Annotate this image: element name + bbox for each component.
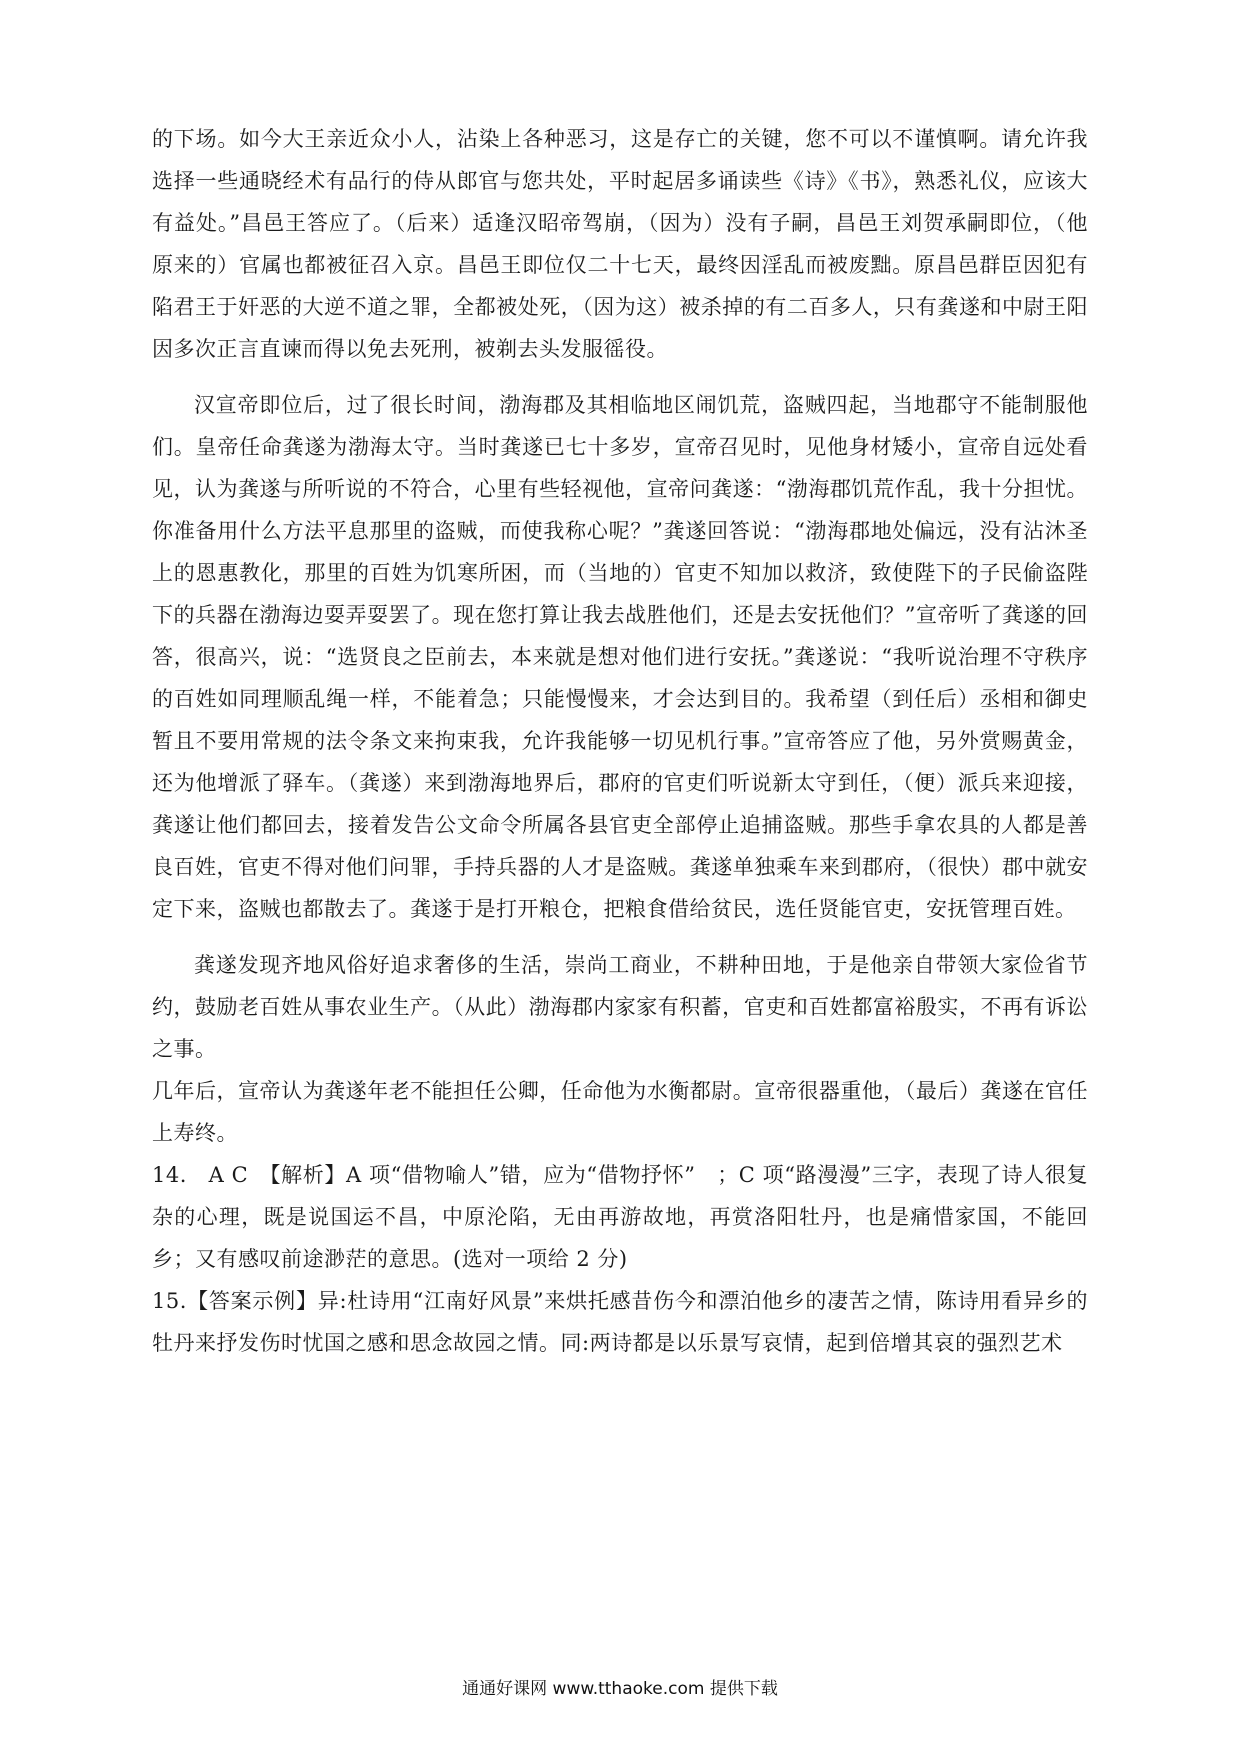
answer-14: 14. A C 【解析】A 项“借物喻人”错，应为“借物抒怀” ；C 项“路漫漫”三字，表现了诗人很复杂的心理，既是说国运不昌，中原沦陷，无由再游故地，再赏洛阳牡丹，也是痛惜家国，不能回乡；又有感叹前途渺茫的意思。(选对一项给 2 分) — [152, 1163, 1088, 1271]
paragraph-changyi-king: 的下场。如今大王亲近众小人，沾染上各种恶习，这是存亡的关键，您不可以不谨慎啊。请允许我选择一些通晓经术有品行的侍从郎官与您共处，平时起居多诵读些《诗》《书》，熟悉礼仪，应该大有益处。”昌邑王答应了。（后来）适逢汉昭帝驾崩，（因为）没有子嗣，昌邑王刘贺承嗣即位，（他原来的）官属也都被征召入京。昌邑王即位仅二十七天，最终因淫乱而被废黜。原昌邑群臣因犯有陷君王于奸恶的大逆不道之罪，全都被处死，（因为这）被杀掉的有二百多人，只有龚遂和中尉王阳因多次正言直谏而得以免去死刑，被剃去头发服徭役。 — [152, 127, 1088, 361]
paragraph-later-years: 几年后，宣帝认为龚遂年老不能担任公卿，任命他为水衡都尉。宣帝很器重他，（最后）龚遂在官任上寿终。 — [152, 1079, 1088, 1145]
document-body — [152, 118, 1088, 1364]
paragraph-qi-customs: 龚遂发现齐地风俗好追求奢侈的生活，崇尚工商业，不耕种田地，于是他亲自带领大家俭省节约，鼓励老百姓从事农业生产。（从此）渤海郡内家家有积蓄，官吏和百姓都富裕殷实，不再有诉讼之事。 — [152, 953, 1088, 1061]
page-footer: 通通好课网 www.tthaoke.com 提供下载 — [462, 1679, 778, 1699]
answer-15: 15.【答案示例】异:杜诗用“江南好风景”来烘托感昔伤今和漂泊他乡的凄苦之情，陈诗用看异乡的牡丹来抒发伤时忧国之感和思念故园之情。同:两诗都是以乐景写哀情，起到倍增其哀的强烈艺术 — [152, 1289, 1088, 1355]
paragraph-emperor-xuan: 汉宣帝即位后，过了很长时间，渤海郡及其相临地区闹饥荒，盗贼四起，当地郡守不能制服他们。皇帝任命龚遂为渤海太守。当时龚遂已七十多岁，宣帝召见时，见他身材矮小，宣帝自远处看见，认为龚遂与所听说的不符合，心里有些轻视他，宣帝问龚遂：“渤海郡饥荒作乱，我十分担忧。你准备用什么方法平息那里的盗贼，而使我称心呢？”龚遂回答说：“渤海郡地处偏远，没有沾沐圣上的恩惠教化，那里的百姓为饥寒所困，而（当地的）官吏不知加以救济，致使陛下的子民偷盗陛下的兵器在渤海边耍弄耍罢了。现在您打算让我去战胜他们，还是去安抚他们？”宣帝听了龚遂的回答，很高兴，说：“选贤良之臣前去，本来就是想对他们进行安抚。”龚遂说：“我听说治理不守秩序的百姓如同理顺乱绳一样，不能着急；只能慢慢来，才会达到目的。我希望（到任后）丞相和御史暂且不要用常规的法令条文来拘束我，允许我能够一切见机行事。”宣帝答应了他，另外赏赐黄金，还为他增派了驿车。（龚遂）来到渤海地界后，郡府的官吏们听说新太守到任，（便）派兵来迎接，龚遂让他们都回去，接着发告公文命令所属各县官吏全部停止追捕盗贼。那些手拿农具的人都是善良百姓，官吏不得对他们问罪，手持兵器的人才是盗贼。龚遂单独乘车来到郡府，（很快）郡中就安定下来，盗贼也都散去了。龚遂于是打开粮仓，把粮食借给贫民，选任贤能官吏，安抚管理百姓。 — [152, 393, 1088, 921]
